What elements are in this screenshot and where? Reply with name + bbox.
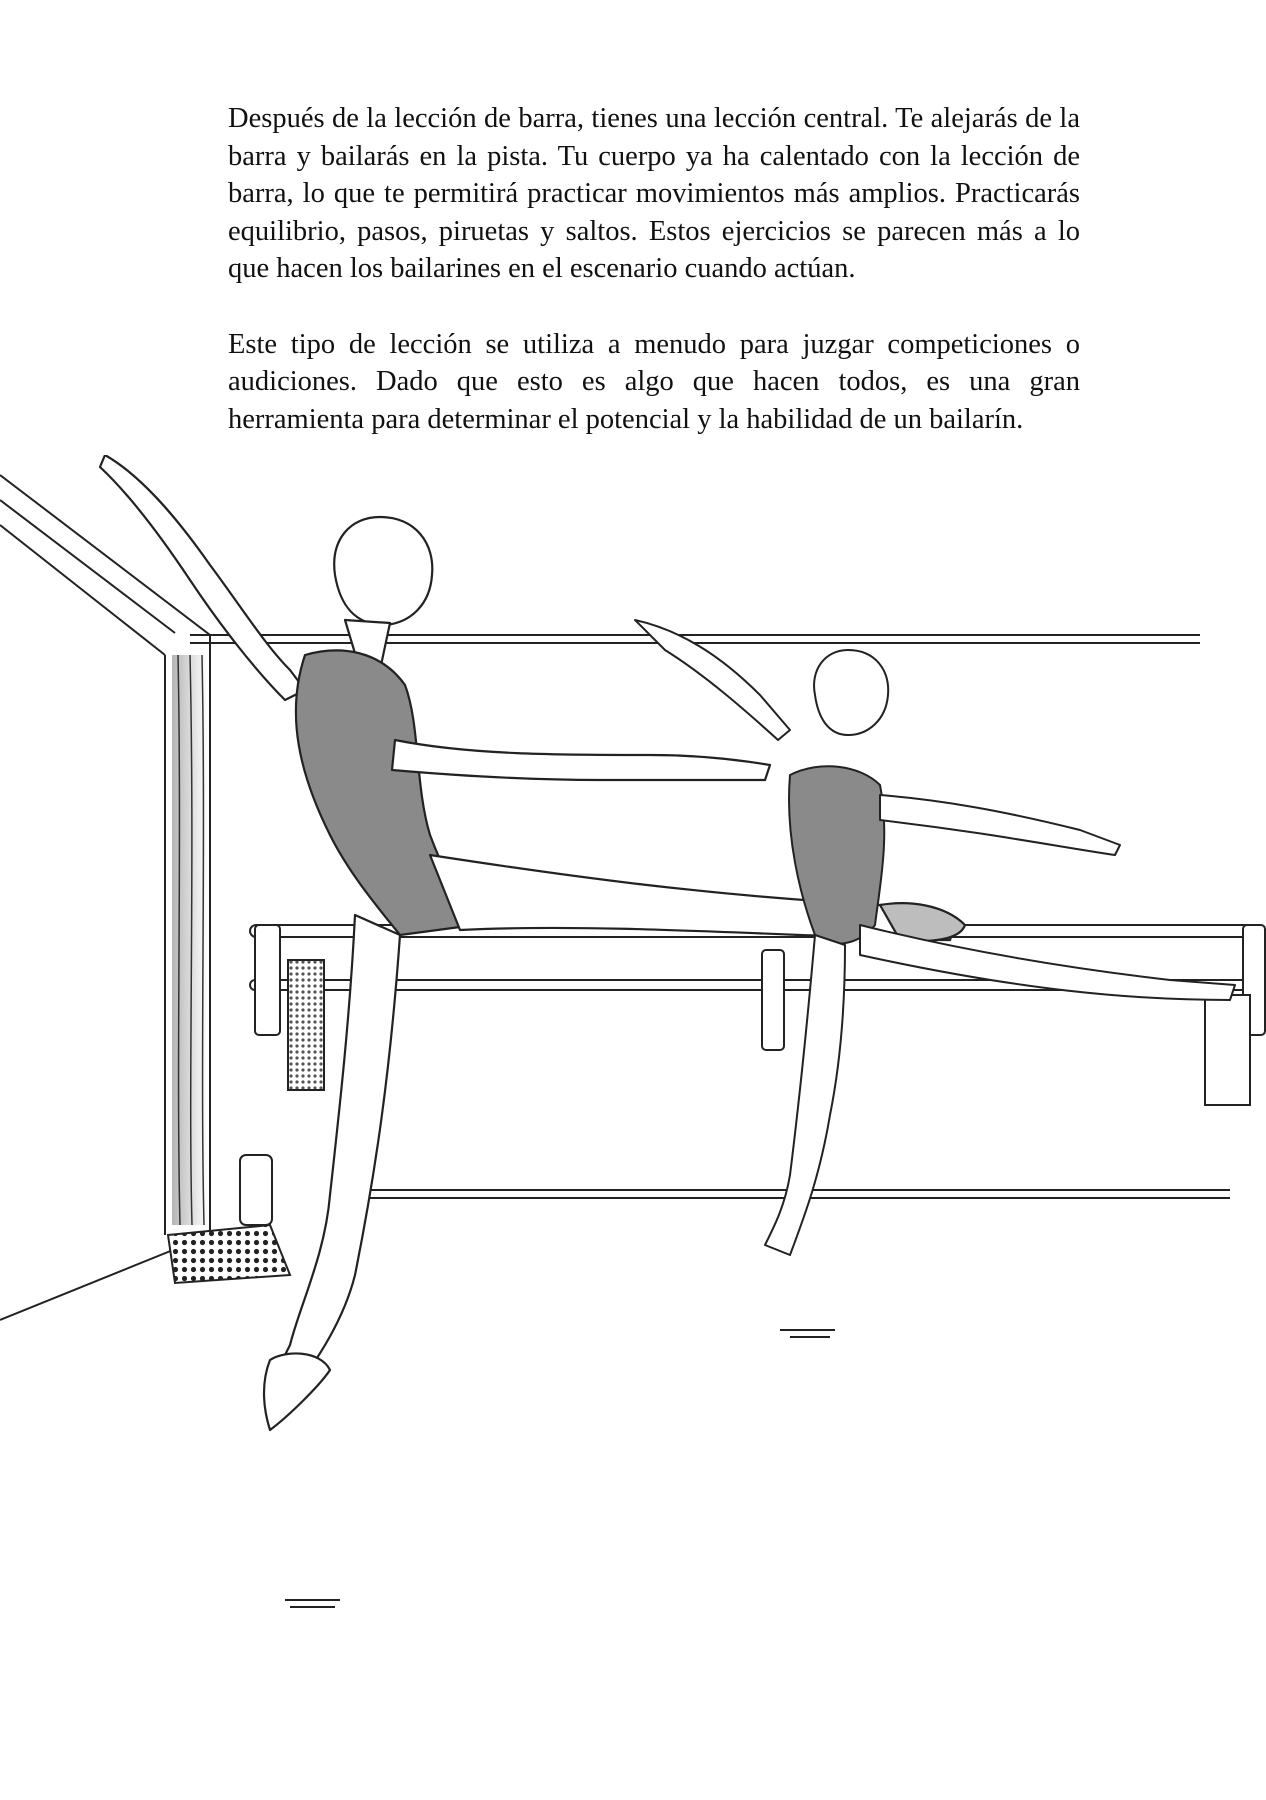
body-text bbox=[228, 100, 1080, 476]
towel-right bbox=[1205, 995, 1250, 1105]
paragraph-1: Después de la lección de barra, tienes una lección central. Te alejarás de la barra y bailarás en la pista. Tu cuerpo ya ha calentado con la lección de barra, lo que te permitirá practicar movimientos más amplios. Practicarás equilibrio, pasos, piruetas y saltos. Estos ejercicios se parecen más a lo que hacen los bailarines en el escenario cuando actúan. bbox=[228, 103, 1080, 284]
ballet-dancers-illustration bbox=[0, 455, 1266, 1800]
dance-bag bbox=[168, 1225, 290, 1283]
water-bottle bbox=[240, 1155, 272, 1225]
paragraph-2: Este tipo de lección se utiliza a menudo para juzgar competiciones o audiciones. Dado que esto es algo que hacen todos, es una gran herramienta para determinar el potencial y la habilidad de un bailarín. bbox=[228, 328, 1080, 435]
motion-lines bbox=[285, 1330, 835, 1607]
towel-left bbox=[288, 960, 324, 1090]
